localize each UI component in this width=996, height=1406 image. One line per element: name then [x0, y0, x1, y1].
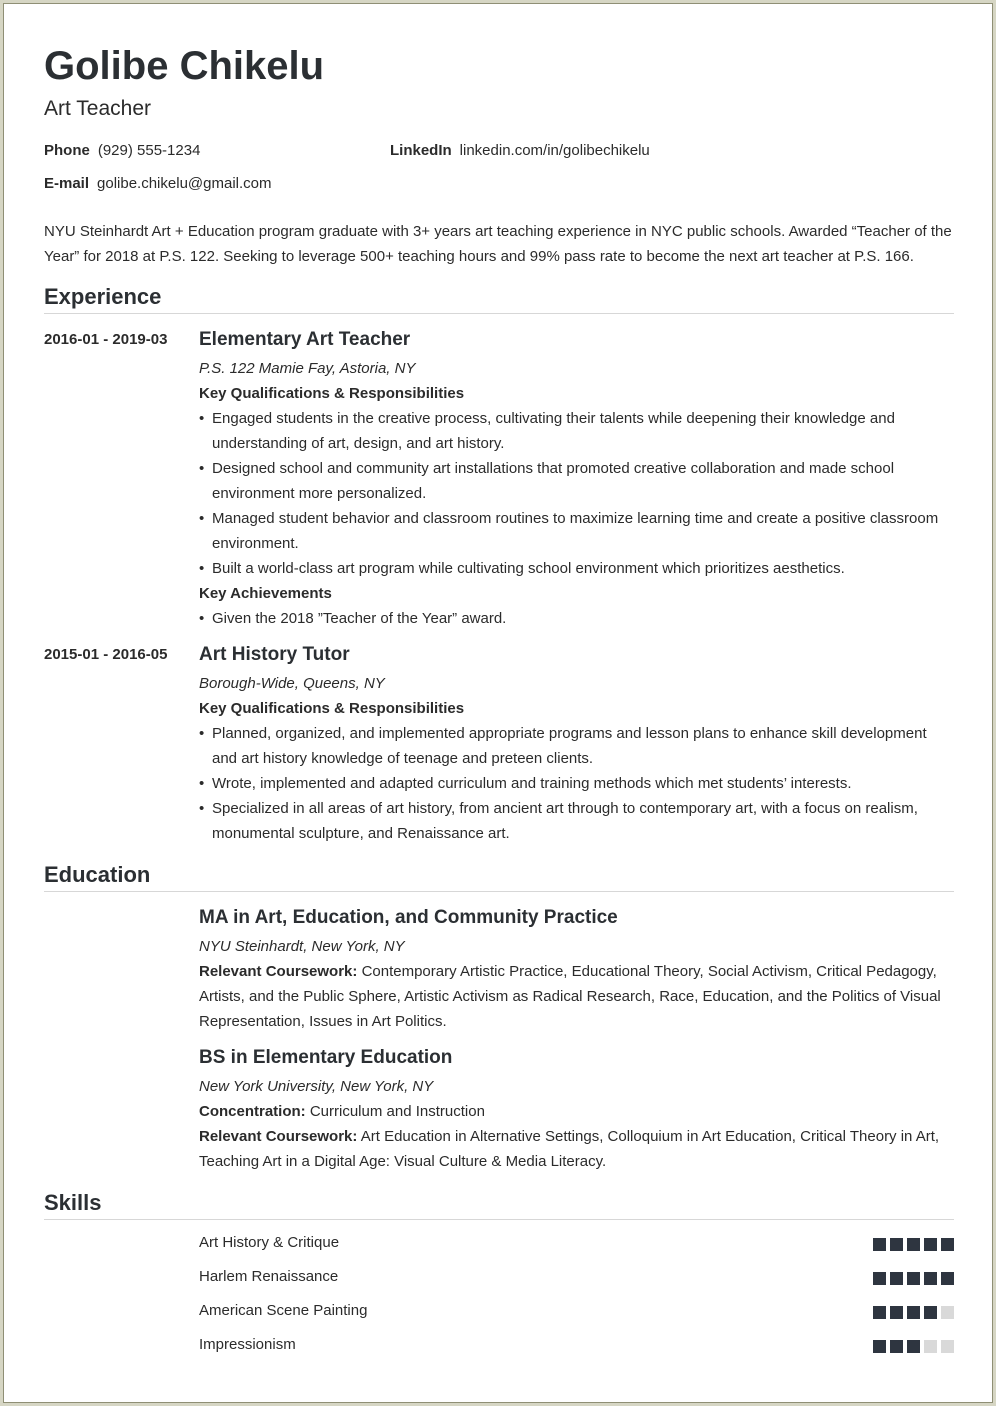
degree-coursework [199, 959, 954, 1034]
contact-email [44, 175, 272, 192]
contact-linkedin [390, 142, 650, 159]
coursework-label: Relevant Coursework: [199, 1128, 358, 1145]
skill-level-filled [907, 1306, 920, 1319]
skills-divider [44, 1219, 954, 1220]
skill-level-filled [907, 1340, 920, 1353]
phone-value: (929) 555-1234 [97, 142, 201, 159]
degree-title: MA in Art, Education, and Community Practice [199, 907, 618, 928]
experience-divider [44, 313, 954, 314]
skill-name: Impressionism [199, 1336, 296, 1353]
degree-school: NYU Steinhardt, New York, NY [199, 938, 405, 955]
list-item: • Given the 2018 ”Teacher of the Year” award. [199, 606, 954, 631]
skill-level-filled [873, 1238, 886, 1251]
experience-heading: Experience [44, 284, 162, 309]
skill-row [199, 1302, 954, 1322]
skill-row [199, 1268, 954, 1288]
resume-page [3, 3, 993, 1403]
coursework-text: Contemporary Artistic Practice, Educational Theory, Social Activism, Critical Pedagogy, Artists, and the Public Sphere, Artistic Activism as Radical Research, Race, Education, and the Politics of Visual Representation, Issues in Art Politics. [199, 963, 941, 1030]
degree-coursework [199, 1124, 954, 1174]
job-org: Borough-Wide, Queens, NY [199, 675, 385, 692]
skill-level-filled [924, 1272, 937, 1285]
candidate-role: Art Teacher [44, 97, 151, 120]
degree-school: New York University, New York, NY [199, 1078, 434, 1095]
skill-level-filled [890, 1306, 903, 1319]
skill-level-filled [873, 1306, 886, 1319]
email-label: E-mail [44, 175, 90, 192]
skill-row [199, 1234, 954, 1254]
responsibilities-list [199, 406, 954, 581]
education-heading: Education [44, 862, 151, 887]
skill-level [873, 1238, 954, 1251]
skill-level [873, 1340, 954, 1353]
skill-level-filled [890, 1238, 903, 1251]
responsibilities-heading: Key Qualifications & Responsibilities [199, 700, 465, 717]
email-link[interactable]: golibe.chikelu@gmail.com [97, 175, 272, 192]
coursework-label: Relevant Coursework: [199, 963, 358, 980]
skill-level-filled [924, 1306, 937, 1319]
job-dates: 2016-01 - 2019-03 [44, 331, 168, 348]
degree-concentration [199, 1099, 954, 1124]
skill-row [199, 1336, 954, 1356]
skills-heading: Skills [44, 1190, 102, 1215]
linkedin-link[interactable]: linkedin.com/in/golibechikelu [459, 142, 650, 159]
responsibilities-heading: Key Qualifications & Responsibilities [199, 385, 465, 402]
list-item: • Wrote, implemented and adapted curriculum and training methods which met students’ interests. [199, 771, 954, 796]
skill-level-filled [873, 1272, 886, 1285]
skill-name: Harlem Renaissance [199, 1268, 339, 1285]
job-title: Elementary Art Teacher [199, 329, 411, 350]
list-item: • Designed school and community art installations that promoted creative collaboration and made school environment more personalized. [199, 456, 954, 506]
skill-level-filled [890, 1272, 903, 1285]
concentration-label: Concentration: [199, 1103, 306, 1120]
responsibilities-list [199, 721, 954, 846]
job-entry [199, 643, 954, 846]
job-org: P.S. 122 Mamie Fay, Astoria, NY [199, 360, 416, 377]
degree-entry [199, 1046, 954, 1174]
achievements-list [199, 606, 954, 631]
skill-level-empty [941, 1306, 954, 1319]
skill-level-filled [907, 1272, 920, 1285]
linkedin-label: LinkedIn [390, 142, 452, 159]
skill-level-filled [907, 1238, 920, 1251]
skill-level-filled [924, 1238, 937, 1251]
job-title: Art History Tutor [199, 644, 350, 665]
candidate-name: Golibe Chikelu [44, 44, 325, 88]
degree-entry [199, 906, 954, 1034]
skill-level-filled [941, 1272, 954, 1285]
contact-phone [44, 142, 200, 159]
skill-level-empty [924, 1340, 937, 1353]
concentration-text: Curriculum and Instruction [309, 1103, 485, 1120]
education-divider [44, 891, 954, 892]
list-item: • Built a world-class art program while cultivating school environment which prioritizes aesthetics. [199, 556, 954, 581]
degree-title: BS in Elementary Education [199, 1047, 453, 1068]
skill-level [873, 1306, 954, 1319]
achievements-heading: Key Achievements [199, 585, 332, 602]
skill-level-filled [941, 1238, 954, 1251]
coursework-text: Art Education in Alternative Settings, Colloquium in Art Education, Critical Theory in Art, Teaching Art in a Digital Age: Visual Culture & Media Literacy. [199, 1128, 940, 1170]
list-item: • Specialized in all areas of art history, from ancient art through to contemporary art, with a focus on realism, monumental sculpture, and Renaissance art. [199, 796, 954, 846]
skill-name: American Scene Painting [199, 1302, 368, 1319]
skill-name: Art History & Critique [199, 1234, 340, 1251]
summary: NYU Steinhardt Art + Education program graduate with 3+ years art teaching experience in NYC public schools. Awarded “Teacher of the Year” for 2018 at P.S. 122. Seeking to leverage 500+ teaching hours and 99% pass rate to become the next art teacher at P.S. 166. [44, 223, 952, 265]
phone-label: Phone [44, 142, 90, 159]
skill-level-filled [873, 1340, 886, 1353]
skill-level-filled [890, 1340, 903, 1353]
list-item: • Engaged students in the creative process, cultivating their talents while deepening their knowledge and understanding of art, design, and art history. [199, 406, 954, 456]
list-item: • Managed student behavior and classroom routines to maximize learning time and create a positive classroom environment. [199, 506, 954, 556]
skill-level [873, 1272, 954, 1285]
list-item: • Planned, organized, and implemented appropriate programs and lesson plans to enhance skill development and art history knowledge of teenage and preteen clients. [199, 721, 954, 771]
job-entry [199, 328, 954, 631]
skill-level-empty [941, 1340, 954, 1353]
job-dates: 2015-01 - 2016-05 [44, 646, 168, 663]
